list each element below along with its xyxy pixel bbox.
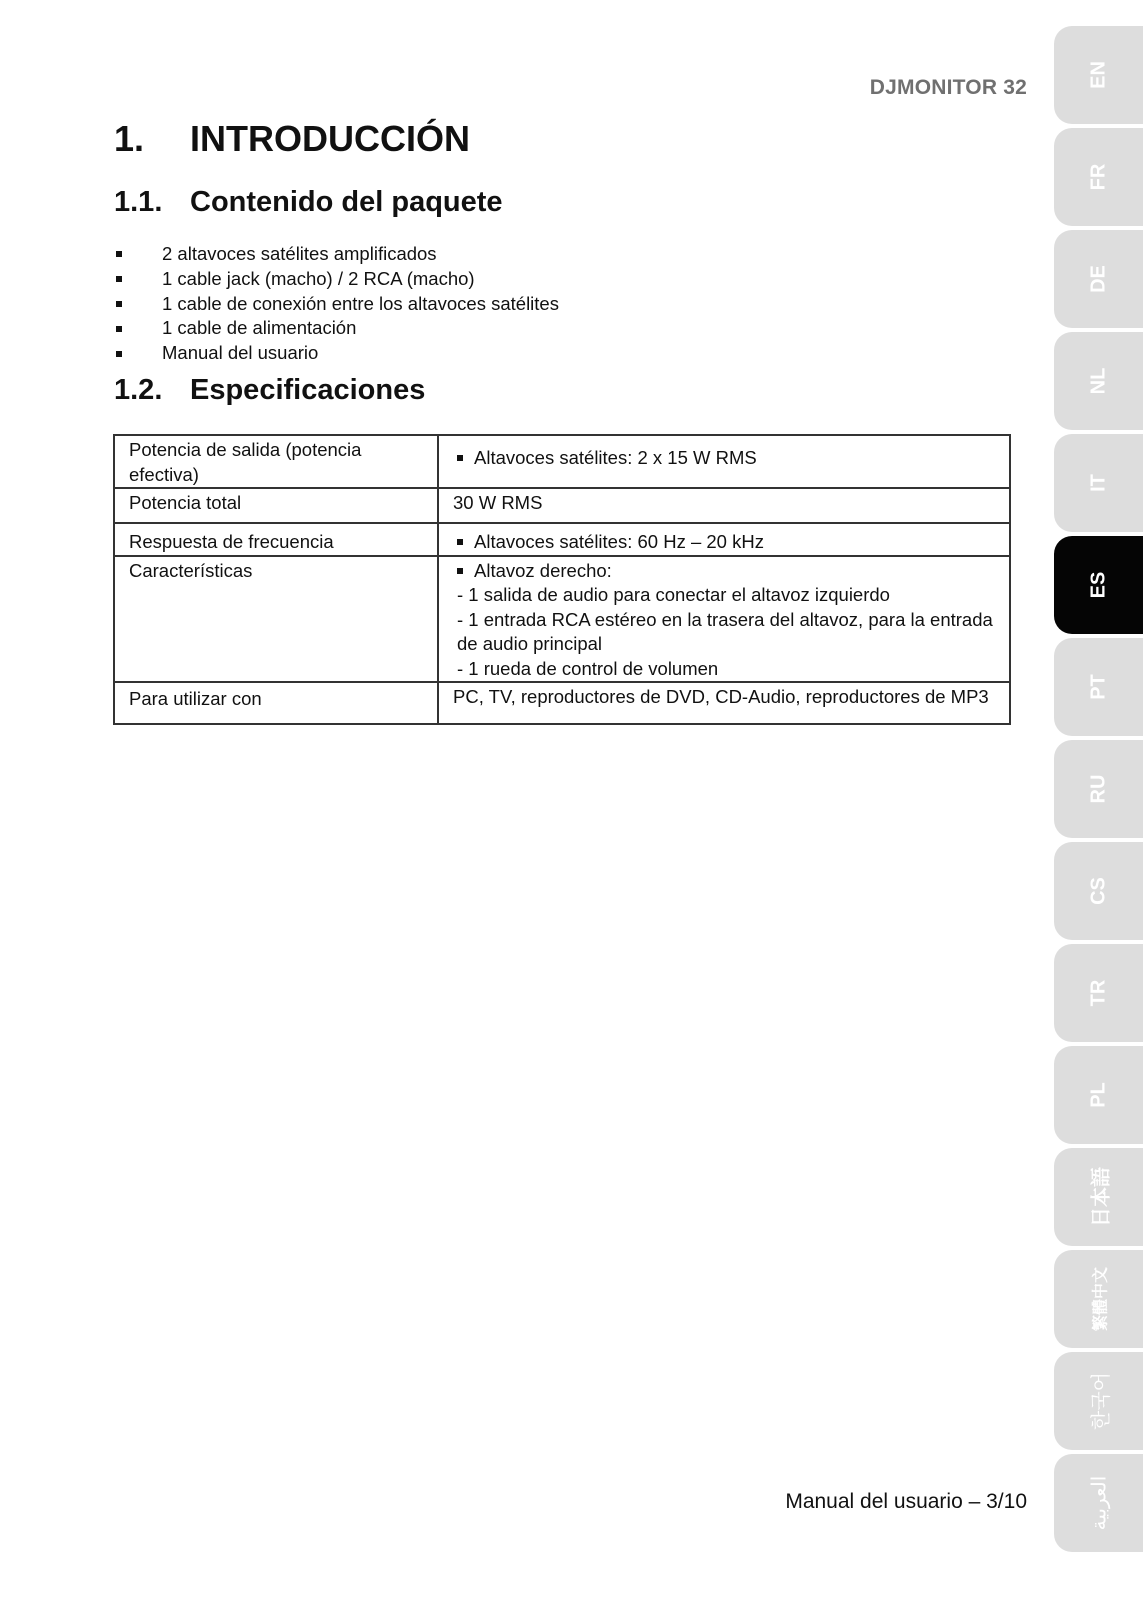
tab-en[interactable]: EN <box>1054 26 1143 124</box>
list-item: 2 altavoces satélites amplificados <box>114 242 559 267</box>
bullet-icon <box>457 455 463 461</box>
feature-line: - 1 rueda de control de volumen <box>457 657 719 679</box>
spec-value: PC, TV, reproductores de DVD, CD-Audio, reproductores de MP3 <box>438 682 1010 724</box>
table-row <box>114 435 1010 488</box>
feature-line: - 1 entrada RCA estéreo en la trasera del altavoz, para la entrada de audio principal <box>457 608 993 654</box>
subsection-heading-contenido <box>114 186 503 219</box>
tab-zh[interactable]: 繁體中文 <box>1054 1250 1143 1348</box>
tab-es[interactable]: ES <box>1054 536 1143 634</box>
tab-cs[interactable]: CS <box>1054 842 1143 940</box>
spec-label: Potencia de salida (potencia efectiva) <box>114 435 438 488</box>
tab-ar[interactable]: العربية <box>1054 1454 1143 1552</box>
tab-ko[interactable]: 한국어 <box>1054 1352 1143 1450</box>
tab-ru[interactable]: RU <box>1054 740 1143 838</box>
table-row <box>114 523 1010 556</box>
table-row <box>114 682 1010 724</box>
feature-line: - 1 salida de audio para conectar el altavoz izquierdo <box>457 584 890 605</box>
list-item: 1 cable de alimentación <box>114 316 559 341</box>
spec-label: Potencia total <box>114 488 438 523</box>
section-number: 1. <box>114 118 145 159</box>
bullet-icon <box>116 351 122 357</box>
tab-tr[interactable]: TR <box>1054 944 1143 1042</box>
list-item: 1 cable jack (macho) / 2 RCA (macho) <box>114 267 559 292</box>
subsection-number: 1.1. <box>114 186 163 218</box>
bullet-icon <box>116 251 122 257</box>
bullet-icon <box>116 301 122 307</box>
spec-label: Para utilizar con <box>114 682 438 724</box>
list-item: 1 cable de conexión entre los altavoces satélites <box>114 292 559 317</box>
tab-de[interactable]: DE <box>1054 230 1143 328</box>
tab-pt[interactable]: PT <box>1054 638 1143 736</box>
page-footer: Manual del usuario – 3/10 <box>785 1490 1027 1513</box>
language-tabs <box>1054 26 1143 1556</box>
table-row <box>114 556 1010 683</box>
spec-value: Altavoz derecho: - 1 salida de audio para conectar el altavoz izquierdo - 1 entrada RCA estéreo en la trasera del altavoz, para la entrada de audio principal - 1 rueda de control de volumen <box>438 556 1010 683</box>
document-title: DJMONITOR 32 <box>869 76 1027 99</box>
spec-value: Altavoces satélites: 2 x 15 W RMS <box>438 435 1010 488</box>
section-heading-introduccion <box>114 118 470 160</box>
bullet-icon <box>457 568 463 574</box>
spec-label: Respuesta de frecuencia <box>114 523 438 556</box>
section-title: INTRODUCCIÓN <box>190 118 470 159</box>
list-item: Manual del usuario <box>114 341 559 366</box>
subsection-title: Contenido del paquete <box>190 186 503 218</box>
spec-label: Características <box>114 556 438 683</box>
spec-value: Altavoces satélites: 60 Hz – 20 kHz <box>438 523 1010 556</box>
bullet-icon <box>457 539 463 545</box>
specifications-table <box>113 434 1011 725</box>
tab-it[interactable]: IT <box>1054 434 1143 532</box>
table-row <box>114 488 1010 523</box>
subsection-number: 1.2. <box>114 374 163 406</box>
spec-value: 30 W RMS <box>438 488 1010 523</box>
tab-fr[interactable]: FR <box>1054 128 1143 226</box>
bullet-icon <box>116 326 122 332</box>
subsection-heading-especificaciones <box>114 374 425 407</box>
package-contents-list <box>114 242 559 366</box>
tab-ja[interactable]: 日本語 <box>1054 1148 1143 1246</box>
tab-nl[interactable]: NL <box>1054 332 1143 430</box>
tab-pl[interactable]: PL <box>1054 1046 1143 1144</box>
subsection-title: Especificaciones <box>190 374 426 406</box>
bullet-icon <box>116 276 122 282</box>
